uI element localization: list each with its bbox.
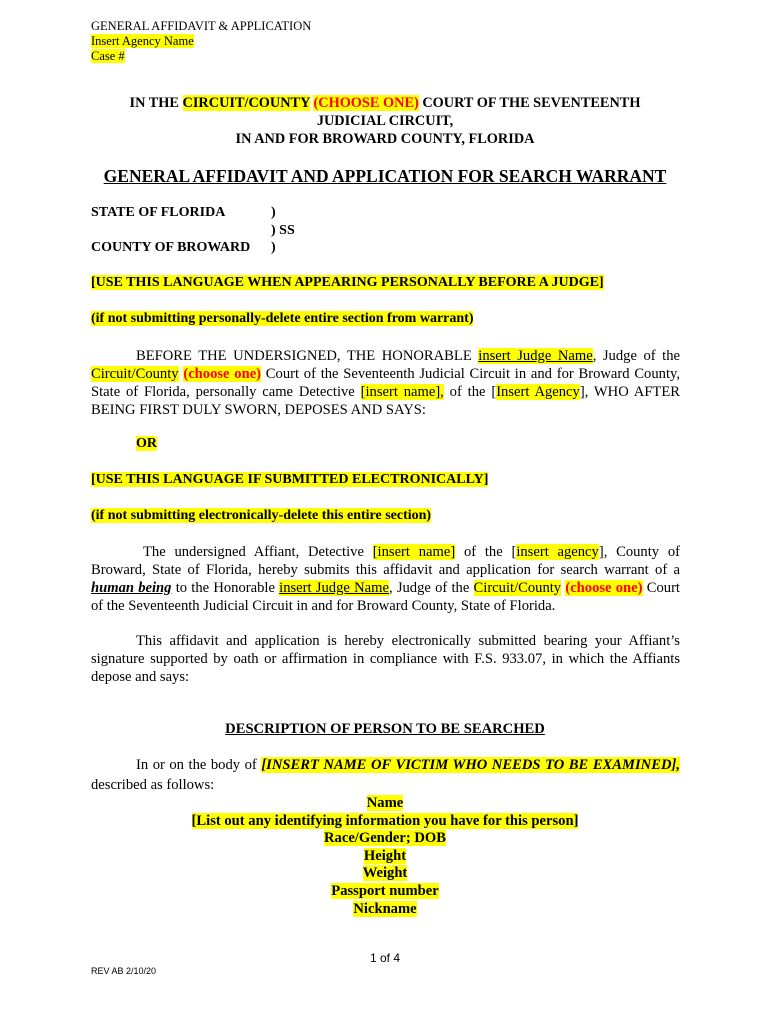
- circuit-county-placeholder: Circuit/County: [91, 366, 179, 382]
- or-label: OR: [136, 436, 157, 451]
- person-paragraph: In or on the body of [INSERT NAME OF VICTIM WHO NEEDS TO BE EXAMINED], described as follows:: [91, 757, 680, 793]
- header-title: GENERAL AFFIDAVIT & APPLICATION: [91, 19, 312, 33]
- header-block: [91, 19, 311, 64]
- insert-name-placeholder: [insert name]: [372, 544, 456, 560]
- electronic-paragraph: The undersigned Affiant, Detective [insert name] of the [insert agency], County of Broward, State of Florida, hereby submits this affidavit and application for search warrant of a human being to the Honorable insert Judge Name, Judge of the Circuit/County (choose one) Court of the Seventeenth Judicial Circuit in and for Broward County, State of Florida.: [91, 544, 680, 614]
- choose-one-note: (CHOOSE ONE): [313, 95, 419, 111]
- venue-block: STATE OF FLORIDA ) ) SS COUNTY OF BROWARD ): [91, 205, 295, 255]
- page-number: 1 of 4: [369, 951, 401, 965]
- field-name: Name: [366, 795, 404, 811]
- judge-name-placeholder: insert Judge Name: [279, 580, 389, 596]
- case-number-label: Case #: [91, 49, 125, 63]
- insert-victim-placeholder: [INSERT NAME OF VICTIM WHO NEEDS TO BE EXAMINED],: [261, 757, 680, 773]
- venue-county: COUNTY OF BROWARD: [91, 240, 251, 255]
- human-being-term: human being: [91, 580, 172, 596]
- insert-agency-placeholder: insert agency: [516, 544, 599, 560]
- electronic-instruction: [USE THIS LANGUAGE IF SUBMITTED ELECTRONICALLY]: [91, 472, 489, 487]
- field-nickname: Nickname: [353, 900, 417, 917]
- document-title: GENERAL AFFIDAVIT AND APPLICATION FOR SEARCH WARRANT: [103, 166, 667, 186]
- choose-one-note: (choose one): [183, 366, 262, 382]
- insert-name-placeholder: [insert name],: [360, 384, 444, 400]
- field-weight: Weight: [362, 865, 408, 882]
- electronic-note: (if not submitting electronically-delete this entire section): [91, 508, 432, 523]
- personal-note: (if not submitting personally-delete entire section from warrant): [91, 311, 474, 326]
- revision-label: REV AB 2/10/20: [91, 966, 157, 976]
- venue-state: STATE OF FLORIDA: [91, 205, 226, 220]
- circuit-county-placeholder: Circuit/County: [473, 580, 562, 596]
- personal-instruction: [USE THIS LANGUAGE WHEN APPEARING PERSONALLY BEFORE A JUDGE]: [91, 275, 604, 290]
- electronic-submission-paragraph: This affidavit and application is hereby electronically submitted bearing your Affiant’s signature supported by oath or affirmation in compliance with F.S. 933.07, in which the Affiants depose and says:: [91, 633, 680, 685]
- personal-paragraph: BEFORE THE UNDERSIGNED, THE HONORABLE insert Judge Name, Judge of the Circuit/County (choose one) Court of the Seventeenth Judicial Circuit in and for Broward County, State of Florida, personally came Detective [insert name], of the [Insert Agency], WHO AFTER BEING FIRST DULY SWORN, DEPOSES AND SAYS:: [91, 348, 680, 418]
- venue-ss: ) SS: [271, 222, 295, 238]
- field-race-gender-dob: Race/Gender; DOB: [324, 830, 446, 847]
- person-section-heading: DESCRIPTION OF PERSON TO BE SEARCHED: [225, 721, 545, 737]
- court-heading: IN THE CIRCUIT/COUNTY (CHOOSE ONE) COURT OF THE SEVENTEENTH JUDICIAL CIRCUIT, IN AND FOR BROWARD COUNTY, FLORIDA: [129, 95, 641, 147]
- field-identifying-info: [List out any identifying information you have for this person]: [191, 812, 579, 829]
- person-fields-list: [60, 795, 710, 918]
- choose-one-note: (choose one): [565, 580, 643, 596]
- field-passport-number: Passport number: [331, 882, 439, 899]
- field-height: Height: [363, 847, 407, 864]
- circuit-county-placeholder: CIRCUIT/COUNTY: [182, 95, 310, 111]
- insert-agency-placeholder: Insert Agency: [496, 384, 580, 400]
- agency-name-placeholder: Insert Agency Name: [91, 34, 194, 48]
- judge-name-placeholder: insert Judge Name: [478, 348, 593, 364]
